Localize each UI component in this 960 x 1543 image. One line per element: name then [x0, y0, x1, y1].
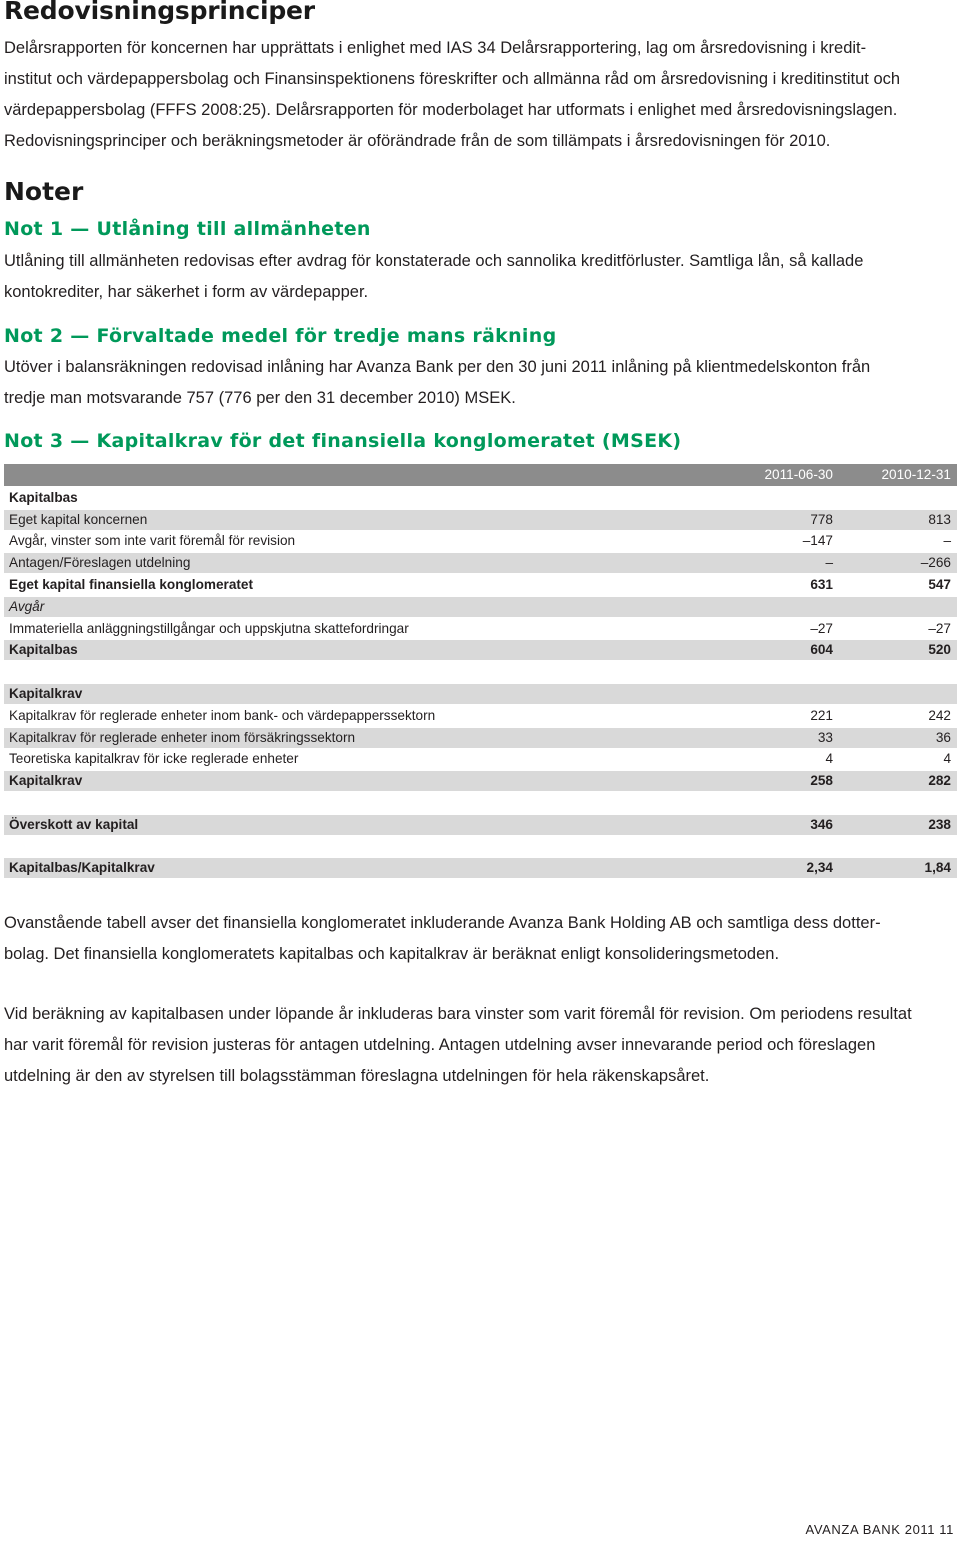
table-row [4, 510, 957, 530]
row-label: Antagen/Föreslagen utdelning [9, 555, 191, 571]
column-header-2010: 2010-12-31 [881, 467, 951, 482]
value-2010: 520 [928, 642, 951, 658]
row-label: Teoretiska kapitalkrav för icke reglerade enheter [9, 751, 299, 767]
table-spacer [4, 837, 957, 857]
table-spacer [4, 662, 957, 682]
row-label: Kapitalbas [9, 489, 78, 505]
table-row [4, 619, 957, 639]
value-2010: 813 [928, 511, 951, 527]
capital-requirements-table [4, 464, 957, 880]
row-label: Kapitalkrav [9, 773, 83, 789]
value-2010: 1,84 [924, 860, 951, 876]
value-2010: 282 [928, 773, 951, 789]
text-line: utdelning är den av styrelsen till bolagsstämman föreslagna utdelningen för hela räkenskapsåret. [4, 1067, 710, 1085]
row-label: Immateriella anläggningstillgångar och uppskjutna skattefordringar [9, 620, 409, 636]
table-row [4, 488, 957, 508]
value-2010: 36 [935, 729, 951, 745]
note-3-title: Not 3 — Kapitalkrav för det finansiella konglomeratet (MSEK) [4, 430, 682, 452]
value-2011: 33 [817, 729, 833, 745]
table-row [4, 706, 957, 726]
row-label: Eget kapital finansiella konglomeratet [9, 576, 253, 592]
table-row [4, 553, 957, 573]
value-2011: 346 [810, 816, 833, 832]
row-label: Eget kapital koncernen [9, 511, 148, 527]
row-label: Avgår [9, 598, 45, 614]
notes-heading: Noter [4, 177, 84, 206]
row-label: Kapitalbas [9, 642, 78, 658]
note-2-text [4, 352, 870, 414]
value-2011: 4 [825, 751, 833, 767]
row-label: Kapitalbas/Kapitalkrav [9, 860, 155, 876]
text-line: tredje man motsvarande 757 (776 per den 31 december 2010) MSEK. [4, 389, 516, 407]
text-line: Redovisningsprinciper och beräkningsmetoder är oförändrade från de som tillämpats i årsredovisningen för 2010. [4, 132, 831, 150]
value-2011: – [825, 555, 833, 571]
table-header-row [4, 464, 957, 486]
text-line: Vid beräkning av kapitalbasen under löpande år inkluderas bara vinster som varit föremål för revision. Om periodens resultat [4, 1005, 912, 1023]
table-note-paragraph [4, 908, 881, 970]
note-1-text [4, 246, 863, 308]
table-row [4, 575, 957, 595]
table-row [4, 749, 957, 769]
text-line: värdepappersbolag (FFFS 2008:25). Delårsrapporten för moderbolaget har utformats i enlighet med årsredovisningslagen. [4, 101, 898, 119]
table-row [4, 597, 957, 617]
value-2010: – [943, 533, 951, 549]
text-line: kontokrediter, har säkerhet i form av värdepapper. [4, 283, 369, 301]
text-line: Delårsrapporten för koncernen har upprättats i enlighet med IAS 34 Delårsrapportering, lag om årsredovisning i kredit- [4, 39, 867, 57]
note-1-title: Not 1 — Utlåning till allmänheten [4, 218, 371, 240]
page-title: Redovisningsprinciper [4, 0, 315, 25]
value-2010: 547 [928, 576, 951, 592]
value-2010: –266 [920, 555, 951, 571]
page-footer: AVANZA BANK 2011 11 [805, 1522, 954, 1537]
value-2011: 258 [810, 773, 833, 789]
table-row [4, 858, 957, 878]
row-label: Avgår, vinster som inte varit föremål för revision [9, 533, 296, 549]
value-2011: 604 [810, 642, 833, 658]
table-row [4, 815, 957, 835]
value-2010: 4 [943, 751, 951, 767]
table-row [4, 640, 957, 660]
table-row [4, 771, 957, 791]
table-row [4, 728, 957, 748]
row-label: Överskott av kapital [9, 816, 139, 832]
value-2010: 242 [928, 707, 951, 723]
text-line: Utlåning till allmänheten redovisas efter avdrag för konstaterade och sannolika kreditförluster. Samtliga lån, så kallade [4, 252, 864, 270]
value-2011: 2,34 [806, 860, 833, 876]
text-line: Utöver i balansräkningen redovisad inlåning har Avanza Bank per den 30 juni 2011 inlåning på klientmedelskonton från [4, 358, 871, 376]
text-line: institut och värdepappersbolag och Finansinspektionens föreskrifter och allmänna råd om årsredovisning i kreditinstitut och [4, 70, 901, 88]
row-label: Kapitalkrav [9, 685, 83, 701]
row-label: Kapitalkrav för reglerade enheter inom försäkringssektorn [9, 729, 356, 745]
value-2010: 238 [928, 816, 951, 832]
value-2011: –27 [810, 620, 833, 636]
table-spacer [4, 793, 957, 813]
capital-base-paragraph [4, 999, 912, 1092]
row-label: Kapitalkrav för reglerade enheter inom bank- och värdepapperssektorn [9, 707, 436, 723]
table-row [4, 684, 957, 704]
value-2011: –147 [802, 533, 833, 549]
value-2011: 778 [810, 511, 833, 527]
text-line: har varit föremål för revision justeras för antagen utdelning. Antagen utdelning avser innevarande period och föreslagen [4, 1036, 876, 1054]
column-header-2011: 2011-06-30 [764, 467, 833, 482]
text-line: Ovanstående tabell avser det finansiella konglomeratet inkluderande Avanza Bank Holding AB och samtliga dess dotter- [4, 914, 881, 932]
value-2010: –27 [928, 620, 951, 636]
table-row [4, 531, 957, 551]
value-2011: 631 [810, 576, 833, 592]
value-2011: 221 [810, 707, 833, 723]
principles-paragraph [4, 33, 900, 157]
note-2-title: Not 2 — Förvaltade medel för tredje mans räkning [4, 325, 557, 347]
text-line: bolag. Det finansiella konglomeratets kapitalbas och kapitalkrav är beräknat enligt konsolideringsmetoden. [4, 945, 780, 963]
